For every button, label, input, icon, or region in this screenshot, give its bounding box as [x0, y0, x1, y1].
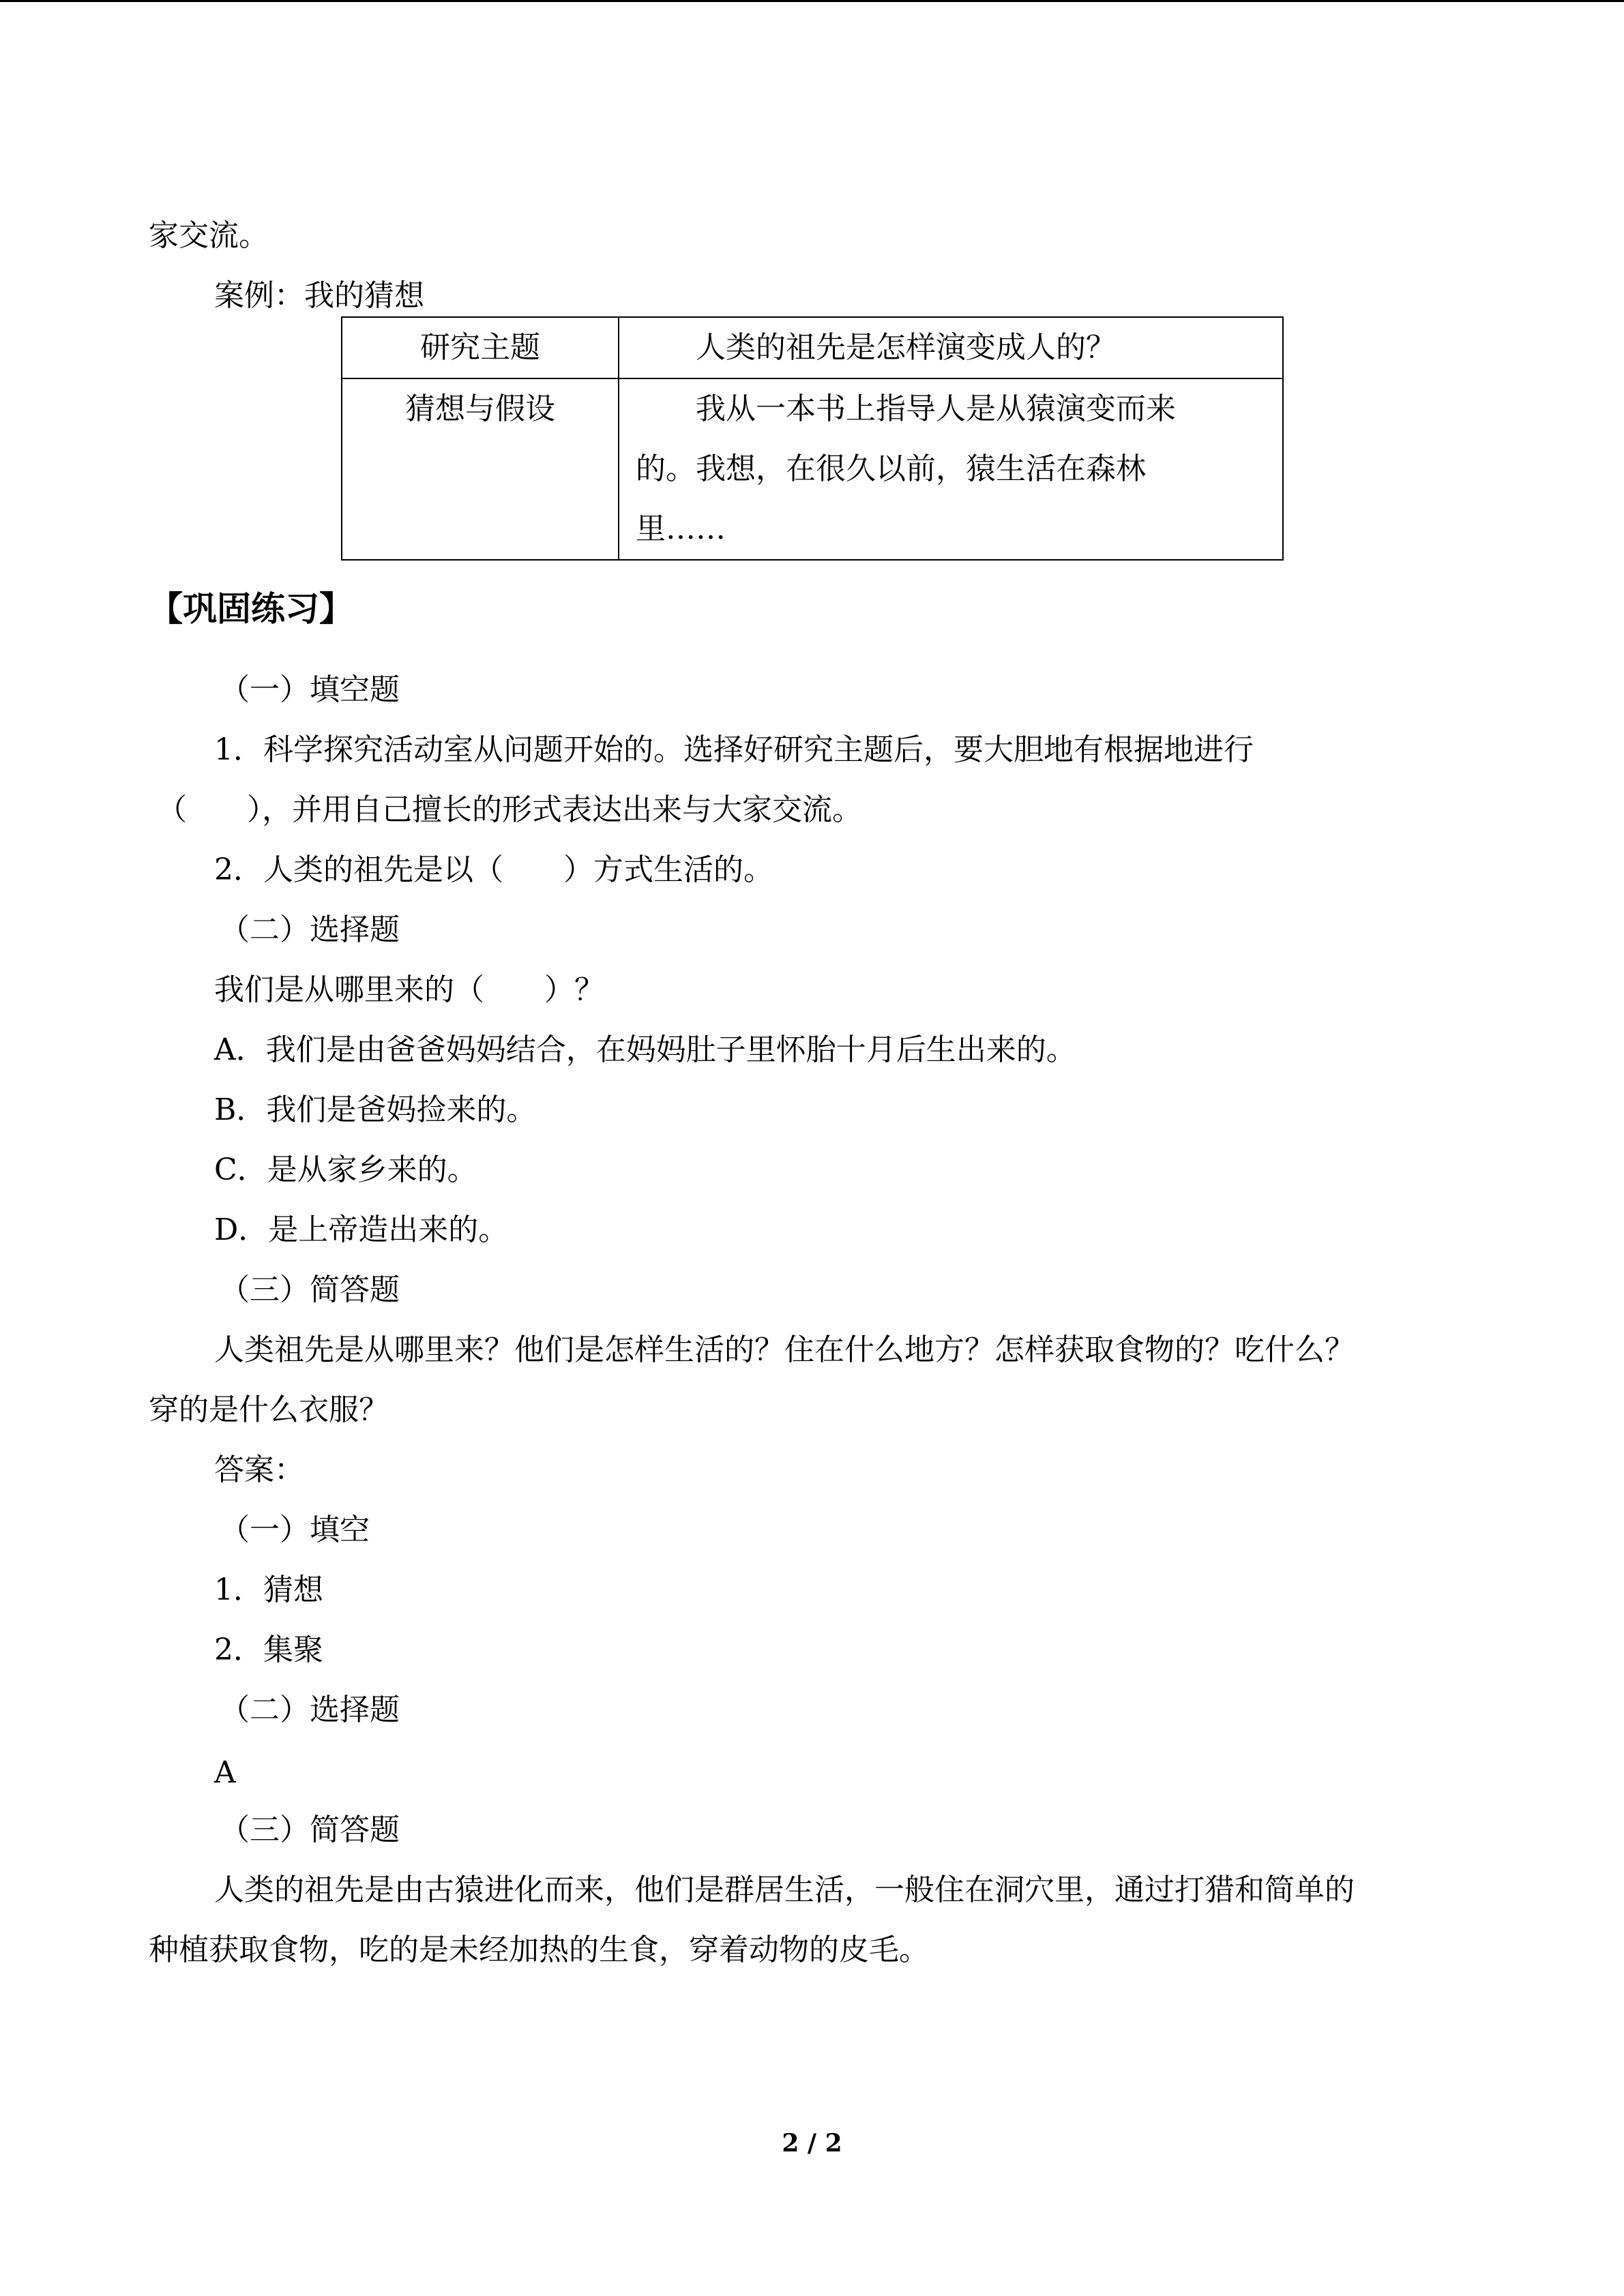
question-2: 2．人类的祖先是以（ ）方式生活的。 [214, 852, 773, 887]
answers-short-title: （三）简答题 [220, 1813, 400, 1847]
fill-section-title: （一）填空题 [220, 672, 400, 707]
choice-section-title: （二）选择题 [220, 912, 400, 947]
table-row [342, 378, 1283, 560]
choice-option-c: C．是从家乡来的。 [214, 1152, 477, 1187]
case-label: 案例：我的猜想 [214, 278, 424, 313]
answers-choice-title: （二）选择题 [220, 1693, 400, 1727]
answer-choice: A [214, 1755, 236, 1790]
top-border-line [0, 0, 1624, 2]
table-cell-topic-label: 研究主题 [342, 317, 619, 378]
table-cell-hypothesis-value [619, 378, 1283, 560]
short-answer-section-title: （三）简答题 [220, 1272, 400, 1307]
question-1-line-1: 1．科学探究活动室从问题开始的。选择好研究主题后，要大胆地有根据地进行 [214, 732, 1254, 767]
short-question-line-1: 人类祖先是从哪里来？他们是怎样生活的？住在什么地方？怎样获取食物的？吃什么？ [214, 1332, 1355, 1367]
answer-1: 1．猜想 [214, 1572, 323, 1607]
table-cell-topic-value [619, 317, 1283, 378]
short-question-line-2: 穿的是什么衣服？ [149, 1392, 389, 1427]
hypothesis-line: 我从一本书上指导人是从猿演变而来 [696, 391, 1176, 426]
table-cell-hypothesis-label: 猜想与假设 [342, 378, 619, 560]
page-number: 2 / 2 [782, 2129, 842, 2158]
answer-short-line-1: 人类的祖先是由古猿进化而来，他们是群居生活，一般住在洞穴里，通过打猎和简单的 [214, 1873, 1355, 1907]
table-row [342, 317, 1283, 378]
answer-short-line-2: 种植获取食物，吃的是未经加热的生食，穿着动物的皮毛。 [149, 1933, 929, 1967]
hypothesis-line: 里…… [636, 511, 726, 546]
choice-option-b: B．我们是爸妈捡来的。 [214, 1092, 537, 1127]
continuation-text: 家交流。 [149, 218, 269, 253]
answers-fill-title: （一）填空 [220, 1512, 370, 1547]
question-1-line-2: （ ），并用自己擅长的形式表达出来与大家交流。 [157, 792, 862, 827]
hypothesis-line: 的。我想，在很久以前，猿生活在森林 [636, 451, 1146, 486]
case-table [341, 316, 1284, 561]
choice-option-a: A．我们是由爸爸妈妈结合，在妈妈肚子里怀胎十月后生出来的。 [214, 1032, 1076, 1067]
answers-label: 答案： [214, 1452, 304, 1487]
section-heading: 【巩固练习】 [149, 588, 353, 629]
choice-option-d: D．是上帝造出来的。 [214, 1212, 509, 1247]
answer-2: 2．集聚 [214, 1632, 323, 1667]
topic-value-text: 人类的祖先是怎样演变成人的？ [696, 330, 1116, 365]
choice-question: 我们是从哪里来的（ ）？ [214, 972, 604, 1007]
